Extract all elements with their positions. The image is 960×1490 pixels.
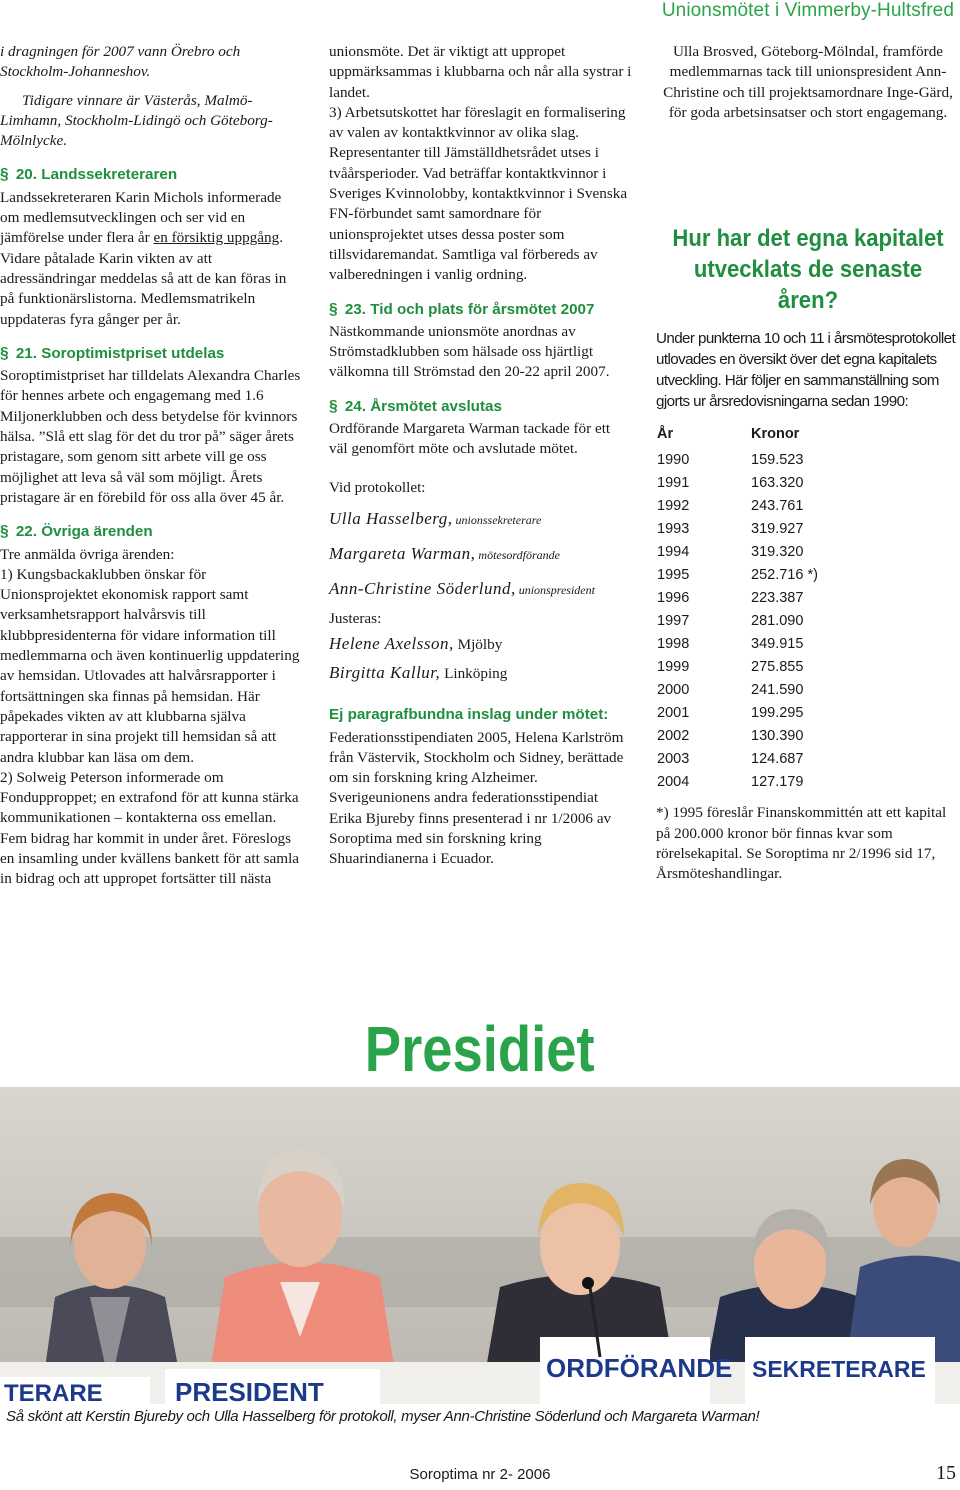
cell-year: 2001 [657,704,690,721]
signature-1 [329,506,632,533]
cell-year: 1998 [657,635,690,652]
kapital-table [656,424,818,793]
cell-amount: 130.390 [751,727,804,744]
cell-year: 2002 [657,727,690,744]
table-row [656,701,818,724]
paragraph-landssekreteraren [0,188,303,330]
signature-2 [329,541,632,568]
section-heading-21 [0,344,303,364]
signature-name: Helene Axelsson, [329,634,454,654]
table-header-row [656,424,818,448]
cell-year: 1990 [657,451,690,468]
section-heading-20 [0,165,303,185]
text-run: Landssekreteraren Karin Michols informerade om medlemsutvecklingen och ser vid en jämförelse under flera år [0,188,282,247]
column-header-year: År [657,426,674,443]
signature-name: Ulla Hasselberg, [329,508,453,528]
cell-amount: 159.523 [751,451,804,468]
justering-2 [329,660,632,687]
section-sign-icon: § [329,300,338,318]
section-heading-22 [0,522,303,542]
cell-amount: 319.927 [751,520,804,537]
cell-year: 1993 [657,520,690,537]
justering-1 [329,631,632,658]
signature-name: Ann-Christine Söderlund, [329,578,516,598]
paragraph-ovriga-item-2: 2) Solweig Peterson informerade om Fondupproppet; en extrafond för att kunna stärka kommunikationen – kontakterna oss emellan. Fem bidrag har kommit in under året. Föreslogs en insamling under kvällens bankett för att samla in bidrag och att uppropet fortsätter till nästa [0,768,300,888]
section-title: Landssekreteraren [41,166,178,184]
svg-text:TERARE: TERARE [4,1380,103,1404]
section-heading-23 [329,300,632,320]
section-title: Tid och plats för årsmötet 2007 [370,300,595,318]
section-number: 21. [15,344,37,362]
svg-text:ORDFÖRANDE: ORDFÖRANDE [546,1353,733,1383]
page-number: 15 [936,1462,956,1484]
section-sign-icon: § [329,397,338,415]
paragraph-item-3: 3) Arbetsutskottet har föreslagit en formalisering av valen av kontaktkvinnor av olika slag. Representanter till Jämställdhetsrådet utses i tvåårsperioder. Vad beträffar kontaktkvinnor i Sveriges Kvinnolobby, kontaktkvinnor i Svenska FN-förbundet samt samordnare för unionsprojektet utses dessa poster som tillsvidaremandat. Samtliga val förbereds av valberedningen i vanlig ordning. [329,103,628,284]
signature-city: Linköping [440,665,508,683]
column-3 [656,42,960,885]
presidium-photo [0,1087,960,1404]
section-number: 20. [15,166,37,184]
column-2 [329,42,632,870]
section-sign-icon: § [0,523,9,541]
kapital-table-body [656,448,818,793]
paragraph-meeting-closed: Ordförande Margareta Warman tackade för ett väl genomfört möte och avslutade mötet. [329,420,611,458]
section-heading-24 [329,397,632,417]
cell-amount: 349.915 [751,635,804,652]
heading-ej-paragrafbundna: Ej paragrafbundna inslag under mötet: [329,706,609,724]
column-header-amount: Kronor [751,426,800,443]
running-title: Unionsmötet i Vimmerby-Hultsfred [661,0,954,21]
paragraph-draw-winners: i dragningen för 2007 vann Örebro och Stockholm-Johanneshov. [0,43,241,81]
table-row [656,517,818,540]
signature-role: unionssekreterare [452,512,542,527]
paragraph-continuation: unionsmöte. Det är viktigt att uppropet uppmärksammas i klubbarna och når alla systrar i landet. [329,43,632,101]
table-row [656,471,818,494]
kapital-footnote: *) 1995 föreslår Finanskommittén att ett kapital på 200.000 kronor bör finnas kvar som rörelsekapital. Se Soroptima nr 2/1996 sid 17, Årsmöteshandlingar. [656,804,947,883]
name-sign-sekreterare [745,1337,935,1404]
table-row [656,563,818,586]
kapital-intro: Under punkterna 10 och 11 i årsmötesprotokollet utlovades en översikt över det egna kapitalets utveckling. Här följer en sammanställning som gjorts ur årsredovisningarna sedan 1990: [656,330,956,411]
cell-year: 1992 [657,497,690,514]
table-row [656,494,818,517]
name-sign-president [165,1369,380,1404]
name-sign-terare [0,1377,150,1404]
cell-amount: 199.295 [751,704,804,721]
table-row [656,540,818,563]
section-sign-icon: § [0,166,9,184]
signature-name: Birgitta Kallur, [329,663,441,683]
section-title: Årsmötet avslutas [370,397,502,415]
cell-amount: 319.320 [751,543,804,560]
table-row [656,655,818,678]
table-row [656,586,818,609]
signature-role: mötesordförande [475,547,560,562]
table-row [656,747,818,770]
cell-amount: 243.761 [751,497,804,514]
table-row [656,632,818,655]
cell-amount: 252.716 *) [751,566,818,583]
cell-amount: 281.090 [751,612,804,629]
table-row [656,678,818,701]
section-number: 23. [344,300,366,318]
svg-text:SEKRETERARE: SEKRETERARE [752,1356,926,1382]
paragraph-ovriga-lead: Tre anmälda övriga ärenden: [0,545,175,563]
protocol-label: Vid protokollet: [329,478,426,496]
paragraph-next-meeting: Nästkommande unionsmöte anordnas av Strömstadklubben som hälsade oss hjärtligt välkomna till Strömstad den 20-22 april 2007. [329,322,610,381]
paragraph-previous-winners: Tidigare vinnare är Västerås, Malmö-Limhamn, Stockholm-Lidingö och Göteborg-Mölnlycke. [0,91,273,150]
cell-year: 2000 [657,681,690,698]
cell-amount: 124.687 [751,750,804,767]
cell-amount: 223.387 [751,589,804,606]
section-number: 22. [15,523,37,541]
table-row [656,448,818,471]
paragraph-stipendiater: Federationsstipendiaten 2005, Helena Karlström från Västervik, Stockholm och Sidney, berättade om sin forskning kring Alzheimer. Sverigeunionens andra federationsstipendiat Erika Bjureby finns presenterad i nr 1/2006 av Soroptima med sin forskning kring Shuarindianerna i Ecuador. [329,728,624,868]
underlined-text: en försiktig uppgång [153,229,280,247]
svg-text:PRESIDENT: PRESIDENT [175,1377,324,1404]
cell-amount: 127.179 [751,773,804,790]
section-sign-icon: § [0,344,9,362]
table-row [656,770,818,793]
section-title: Övriga ärenden [41,523,153,541]
table-row [656,609,818,632]
photo-caption: Så skönt att Kerstin Bjureby och Ulla Hasselberg för protokoll, myser Ann-Christine Söderlund och Margareta Warman! [0,1404,960,1430]
paragraph-thanks: Ulla Brosved, Göteborg-Mölndal, framförde medlemmarnas tack till unionspresident Ann-Christine och till projektsamordnare Inge-Gärd, för goda arbetsinsatser och stort engagemang. [663,43,953,121]
cell-year: 2004 [657,773,690,790]
section-number: 24. [344,397,366,415]
cell-year: 1996 [657,589,690,606]
cell-year: 1991 [657,474,690,491]
cell-amount: 275.855 [751,658,804,675]
cell-year: 2003 [657,750,690,767]
justeras-label: Justeras: [329,609,382,627]
cell-year: 1994 [657,543,690,560]
cell-year: 1999 [657,658,690,675]
cell-year: 1995 [657,566,690,583]
cell-amount: 241.590 [751,681,804,698]
cell-amount: 163.320 [751,474,804,491]
paragraph-soroptimistpriset: Soroptimistpriset har tilldelats Alexandra Charles för hennes arbete och engagemang med 1.6 Miljonerklubben och dess betydelse för kvinnors hälsa. ”Slå ett slag för det du tror på” säger årets pristagare, som genom sitt arbete vill ge oss möjlighet att leva så väl som möjligt. Årets pristagare är en förebild för oss alla över 45 år. [0,367,301,506]
footer-magazine: Soroptima nr 2- 2006 [409,1466,551,1483]
signature-city: Mjölby [453,636,503,654]
signature-role: unionspresident [515,582,595,597]
table-row [656,724,818,747]
text-run: . Vidare påtalade Karin vikten av att adressändringar meddelas så att de kan föras in på funktionärslistorna. Medlemsmatrikeln uppdateras fyra gånger per år. [0,229,287,328]
kapital-heading: Hur har det egna kapitalet utvecklats de senaste åren? [672,225,944,315]
signature-3 [329,576,632,603]
signature-name: Margareta Warman, [329,543,476,563]
name-sign-ordforande [540,1337,732,1404]
cell-year: 1997 [657,612,690,629]
paragraph-ovriga-item-1: 1) Kungsbackaklubben önskar för Unionsprojektet ekonomisk rapport samt verksamhetsrapport halvårsvis till klubbpresidenterna för vidare information till medlemmarna och även kontinuerlig uppdatering av hemsidan. Utlovades att halvårsrapporter i fortsättningen ska finnas på hemsidan. Här påpekades vikten av att klubbarna själva rapporterar in sina projekt till hemsidan så att andra klubbar kan läsa om dem. [0,565,300,766]
section-title: Soroptimistpriset utdelas [41,344,225,362]
photo-illustration [0,1087,960,1404]
photo-heading: Presidiet [364,1013,595,1085]
column-1 [0,42,303,890]
